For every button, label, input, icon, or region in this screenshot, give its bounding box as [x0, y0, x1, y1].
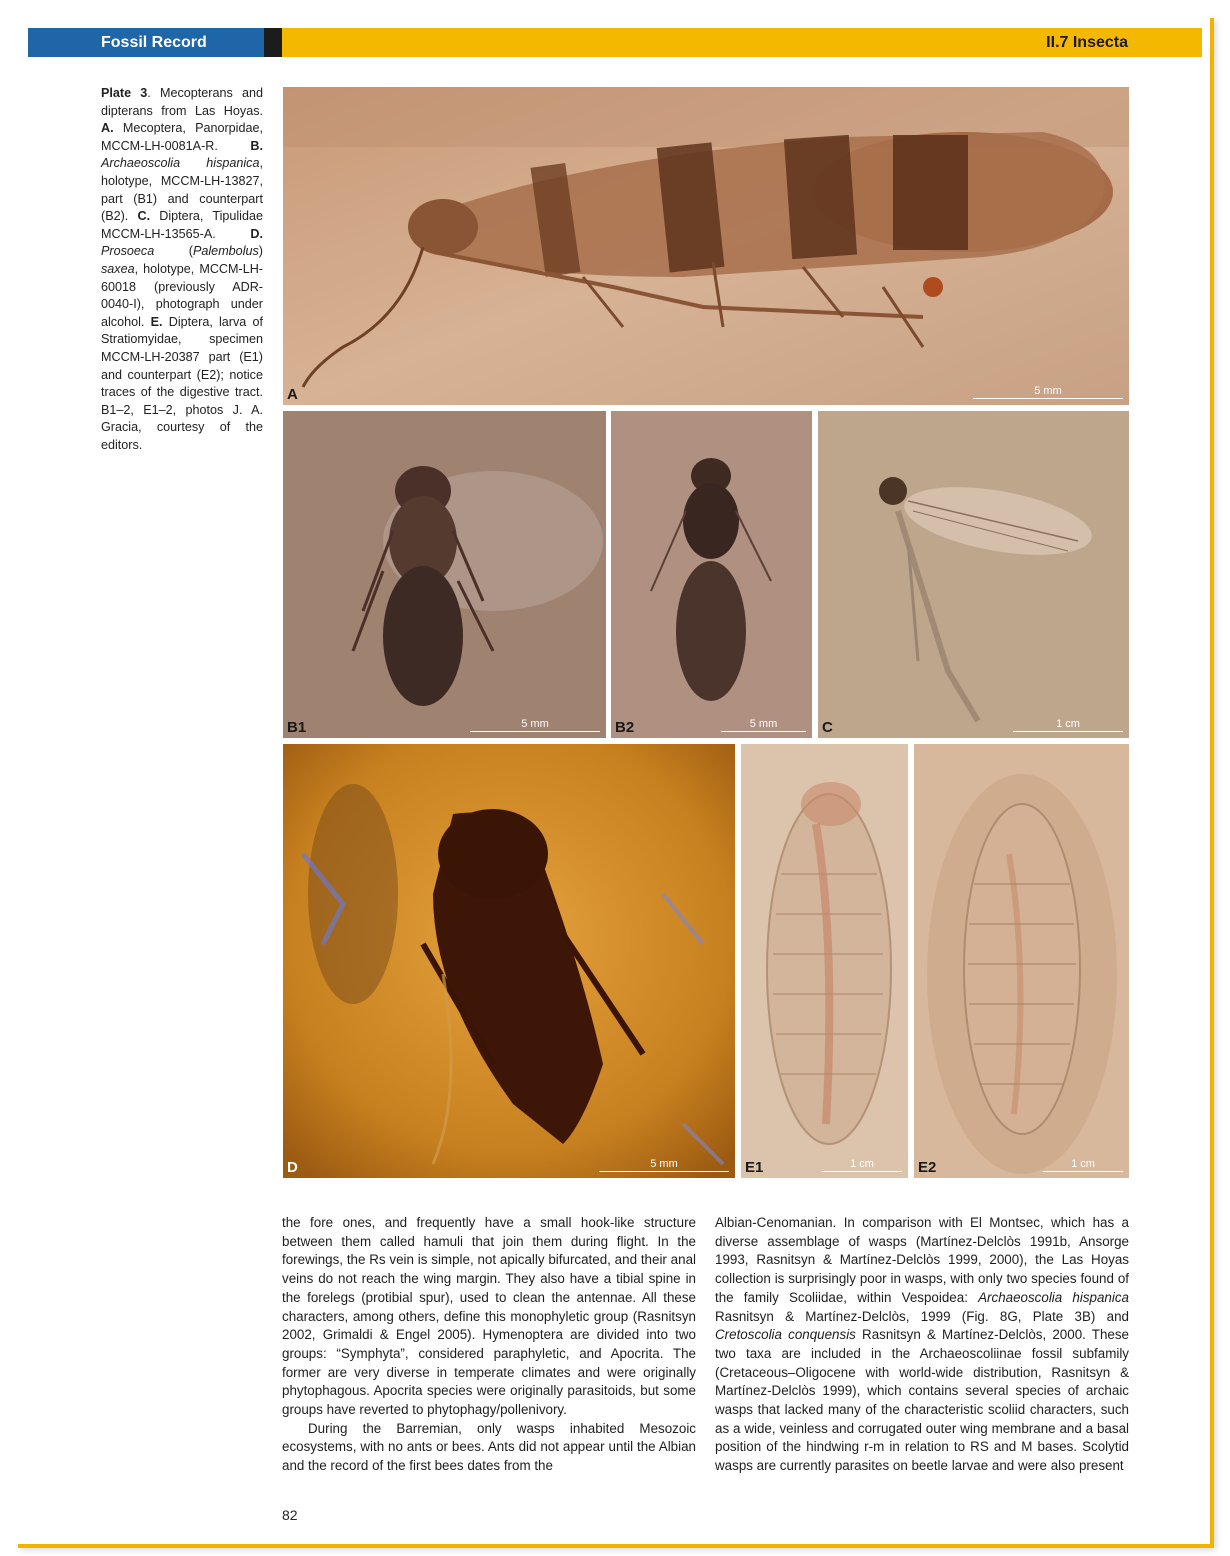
caption-d-close: ) [258, 244, 263, 259]
panel-a-scale-bar [973, 385, 1123, 399]
panel-b2-scale-bar [721, 718, 806, 732]
panel-b2-label: B2 [615, 719, 635, 736]
caption-c-label: C. [137, 209, 151, 224]
panel-e1-label: E1 [745, 1159, 764, 1176]
caption-a-text: Mecoptera, Panorpidae, MCCM-LH-0081A-R. [101, 121, 263, 153]
panel-c-label: C [822, 719, 833, 736]
panel-d-label: D [287, 1159, 298, 1176]
body-text: Rasnitsyn & Martínez-Delclòs, 1999 (Fig. 8G, Plate 3B) and [715, 1308, 1129, 1324]
header-section-title: Fossil Record [28, 28, 264, 57]
photo-panel-b2 [611, 411, 812, 738]
header-chapter-title: II.7 Insecta [282, 28, 1202, 57]
tipulid-fossil-image [818, 411, 1129, 738]
header-divider [264, 28, 282, 57]
panel-e1-scale-text: 1 cm [850, 1158, 874, 1170]
photo-panel-d [283, 744, 735, 1178]
larva-part-fossil-image [741, 744, 908, 1178]
panel-d-scale-bar [599, 1158, 729, 1172]
mecoptera-fossil-image [283, 87, 1129, 405]
body-column-right [715, 1214, 1129, 1476]
photo-panel-a [283, 87, 1129, 405]
panel-c-scale-bar [1013, 718, 1123, 732]
body-column-left [282, 1214, 696, 1476]
panel-d-scale-text: 5 mm [650, 1158, 678, 1170]
caption-d-genus: Prosoeca [101, 244, 155, 259]
panel-b1-label: B1 [287, 719, 307, 736]
panel-a-label: A [287, 386, 298, 403]
photo-panel-b1 [283, 411, 606, 738]
panel-e2-scale-text: 1 cm [1071, 1158, 1095, 1170]
body-paragraph [715, 1214, 1129, 1476]
caption-c-text: Diptera, Tipulidae MCCM-LH-13565-A. [101, 209, 263, 241]
caption-d-subgenus: Palembolus [192, 244, 259, 259]
caption-d-label: D. [250, 226, 263, 241]
species-name: Archaeoscolia hispanica [978, 1289, 1129, 1305]
panel-a-scale-text: 5 mm [1034, 385, 1062, 397]
caption-a-label: A. [101, 121, 114, 136]
panel-c-scale-text: 1 cm [1056, 718, 1080, 730]
plate-caption [101, 85, 263, 454]
photo-panel-e2 [914, 744, 1129, 1178]
caption-d-text: , holotype, MCCM-LH-60018 (previously ADR-0040-I), photograph under alcohol. [101, 261, 263, 329]
caption-e-text: Diptera, larva of Stratiomyidae, specimen MCCM-LH-20387 part (E1) and counterpart (E2); notice traces of the digestive tract. B1–2, E1–2, photos J. A. Gracia, courtesy of the editors. [101, 314, 263, 452]
wasp-counterpart-fossil-image [611, 411, 812, 738]
caption-b-text: , holotype, MCCM-LH-13827, part (B1) and counterpart (B2). [101, 156, 263, 224]
larva-counterpart-fossil-image [914, 744, 1129, 1178]
body-paragraph: the fore ones, and frequently have a small hook-like structure between them called hamuli that join them during flight. In the forewings, the Rs vein is simple, not apically bifurcated, and their anal veins do not reach the wing margin. They also have a tibial spine in the forelegs (protibial spur), used to clean the antennae. All these characters, among others, define this monophyletic group (Rasnitsyn 2002, Grimaldi & Engel 2005). Hymenoptera are divided into two groups: “Symphyta”, considered paraphyletic, and Apocrita. The former are very diverse in temperate climates and were originally phytophagous. Apocrita species were originally parasitoids, but some groups have reverted to phytophagy/pollenivory. [282, 1215, 696, 1418]
caption-e-label: E. [150, 314, 163, 329]
panel-e2-label: E2 [918, 1159, 937, 1176]
panel-e2-scale-bar [1043, 1158, 1123, 1172]
wasp-part-fossil-image [283, 411, 606, 738]
panel-b1-scale-bar [470, 718, 600, 732]
caption-plate-label: Plate 3 [101, 86, 148, 100]
panel-b2-scale-text: 5 mm [749, 718, 778, 730]
caption-b-species: Archaeoscolia hispanica [101, 156, 260, 171]
photo-panel-c [818, 411, 1129, 738]
body-paragraph: During the Barremian, only wasps inhabited Mesozoic ecosystems, with no ants or bees. Ants did not appear until the Albian and the record of the first bees dates from the [282, 1420, 696, 1474]
caption-b-label: B. [250, 138, 263, 153]
caption-d-species: saxea [101, 261, 135, 276]
body-text: Albian-Cenomanian. In comparison with El Montsec, which has a diverse assemblage of wasps (Martínez-Delclòs 1991b, Ansorge 1993, Rasnitsyn & Martínez-Delclòs 1999, 2000), the Las Hoyas collection is surprisingly poor in wasps, with only two species found of the family Scoliidae, within Vespoidea: [715, 1215, 1129, 1305]
caption-intro: . Mecopterans and dipterans from Las Hoyas. [101, 86, 263, 118]
photo-panel-e1 [741, 744, 908, 1178]
species-name: Cretoscolia conquensis [715, 1327, 856, 1343]
body-text: Rasnitsyn & Martínez-Delclòs, 2000. These two taxa are included in the Archaeoscoliinae fossil subfamily (Cretaceous–Oligocene with world-wide distribution, Rasnitsyn & Martínez-Delclòs 1999), which contains several species of archaic wasps that lacked many of the characteristic scoliid characters, such as a wide, veinless and corrugated outer wing membrane and a basal position of the hindwing r-m in relation to RS and M bases. Scolytid wasps are currently parasites on beetle larvae and were also present [715, 1327, 1129, 1474]
caption-d-open: ( [154, 244, 193, 259]
page-number: 82 [282, 1507, 298, 1523]
panel-e1-scale-bar [822, 1158, 902, 1172]
panel-b1-scale-text: 5 mm [521, 718, 549, 730]
prosoeca-fossil-image [283, 744, 735, 1178]
